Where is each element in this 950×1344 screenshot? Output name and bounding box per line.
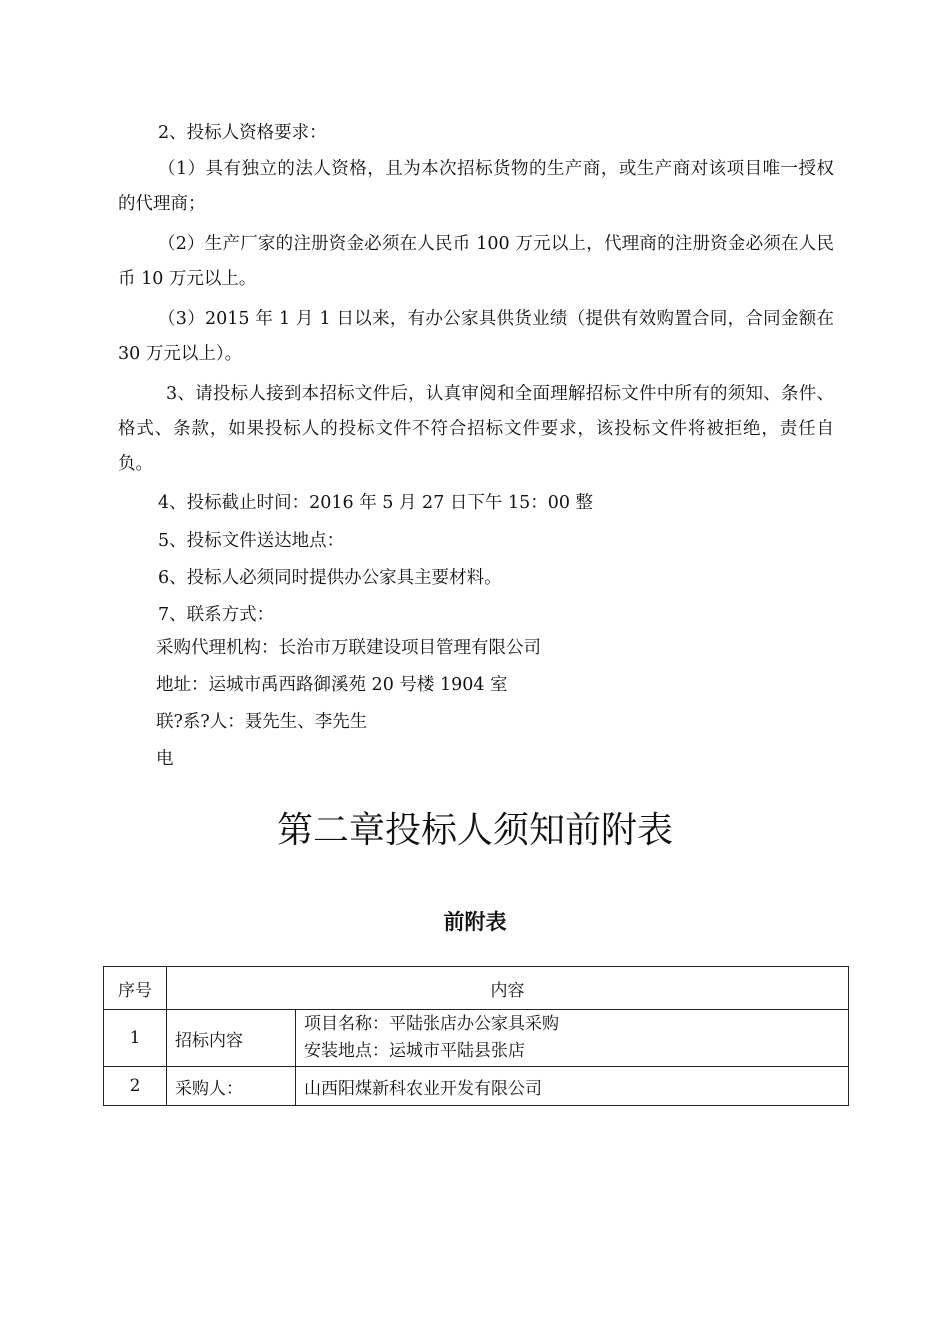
table-header-row [104,967,849,1010]
table-row [104,1067,849,1106]
delivery-location-text: 5、投标文件送达地点： [158,531,345,551]
row-item: 招标内容 [167,1010,296,1067]
contact-agency: 采购代理机构：长治市万联建设项目管理有限公司 [156,638,541,658]
paragraph-qualification-1: （1）具有独立的法人资格，且为本次招标货物的生产商，或生产商对该项目唯一授权的代理商； [118,159,834,214]
appendix-table [103,966,849,1106]
header-number: 序号 [104,967,167,1010]
contact-phone: 电 [156,749,174,769]
paragraph-qualification-heading [118,116,834,151]
table-row [104,1010,849,1067]
materials-text: 6、投标人必须同时提供办公家具主要材料。 [158,568,502,588]
contact-person: 联?系?人：聂先生、李先生 [156,712,368,732]
header-content: 内容 [167,967,849,1010]
contact-address: 地址：运城市禹西路御溪苑 20 号楼 1904 室 [156,675,508,695]
contact-heading-text: 7、联系方式： [158,605,275,625]
paragraph-qualification-2: （2）生产厂家的注册资金必须在人民币 100 万元以上，代理商的注册资金必须在人民币 10 万元以上。 [118,234,834,289]
row-item: 采购人： [167,1067,296,1106]
paragraph-contact-heading [118,598,834,633]
paragraph-materials [118,561,834,596]
qualification-heading-text: 2、投标人资格要求： [158,123,327,143]
row-content: 山西阳煤新科农业开发有限公司 [296,1067,849,1106]
chapter-title: 第二章投标人须知前附表 [276,810,673,851]
install-location-line: 安装地点：运城市平陆县张店 [304,1041,525,1061]
row-content [296,1010,849,1067]
table-title: 前附表 [443,910,507,934]
deadline-text: 4、投标截止时间：2016 年 5 月 27 日下午 15：00 整 [158,493,594,513]
paragraph-delivery-location [118,524,834,559]
row-number: 1 [104,1010,167,1067]
row-number: 2 [104,1067,167,1106]
paragraph-qualification-3: （3）2015 年 1 月 1 日以来，有办公家具供货业绩（提供有效购置合同，合同金额在 30 万元以上）。 [118,309,834,364]
project-name-line: 项目名称：平陆张店办公家具采购 [304,1014,559,1034]
paragraph-review-instructions: 3、请投标人接到本招标文件后，认真审阅和全面理解招标文件中所有的须知、条件、格式、条款，如果投标人的投标文件不符合招标文件要求，该投标文件将被拒绝，责任自负。 [118,384,834,474]
paragraph-deadline [118,486,834,521]
